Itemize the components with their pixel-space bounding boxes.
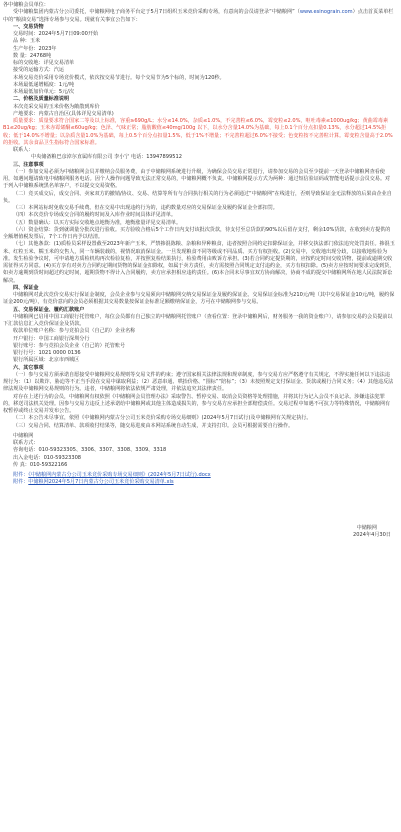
contact-line: 咨询电话：010-59323305、3306、3307、3308、3309、3318: [13, 447, 167, 454]
quality-requirements: 质量要求：质量要求符合国家二等及以上标准，容重≥690g/L；水分≤14.0%，杂质≤1.0%，不完善粒≤6.0%，霉变粒≤2.0%，呕吐毒素≤1000ug/kg；黄曲霉毒素 B1≤20ug/kg；玉米赤霉烯酮≤60ug/kg；色泽、气味正常；脂肪酸值≤40mg/100g 以下，以水分含量14.0%为基础，每上0.1个百分点扣量0.13%，水分超过14.5%拒收；低于14.0%不增量；以杂质含量1.0%为基础，每上0.5个百分点扣量1.5%，低于1%不增量；不完善粒超过6.0%不接受；色变粒按不完善粒计算。霉变粒含量高于2.0%的拒收。其余食品卫生指标符合国家标准。: [3, 118, 393, 146]
salutation: 各中储粮会员单位：: [3, 2, 49, 8]
section-3-title: 三、注意事项: [13, 161, 44, 168]
account-paragraph: 中储粮网已启用中国工商银行托管账户，每位会员都有自己独立的中储粮网托管账户（查看位置：登录中储粮网后，财务服务一我的资金账户），请参加交易的会员提前以下汇款信息汇入竞价保证金及货款。: [3, 313, 393, 327]
contact-line: 出入金电话：010-59323308: [13, 454, 82, 461]
other-matters-paragraph: （二）本公告未尽事宜，依照《中储粮网内蒙古分公司玉米竞价采购专场交易细则》(2024年5月7日试行)及中储粮网有关规定执行。: [13, 415, 312, 422]
trade-info-line: 品 种：玉米: [13, 38, 41, 45]
notice-paragraph: （二）竞买成交后，成交合同、卖家双方的撤销/协议、交易、结算等所有与合同执行相关的行为必须通过“中储粮网”在线进行，否则导致保证金无法释放的后果由企业自负。: [3, 190, 392, 204]
notice-paragraph: （三）本网站标时免收交易手续费。但在交易中出现违约行为的，违约数量对应的交易保证金及履约保证金全部扣罚。: [13, 205, 278, 211]
trade-info-line: 本场交易竞价采用专场竞价模式，依次按交易节进行。每个交易节为5个标的，时间为120秒。: [13, 74, 225, 81]
price-info-line: 本次竞采交易的玉米价格为敞散到库价: [13, 103, 100, 110]
attachment-item: [3, 479, 395, 486]
attachment-link[interactable]: 中储粮网2024年5月7日内蒙古分公司玉米竞价采购交易清单.xls: [28, 479, 174, 486]
attachment-prefix: 附件：: [13, 472, 29, 478]
trade-info-line: 标的交收地：详见交易清单: [13, 60, 75, 66]
account-info-line: 银行账号：参与竞拍会员企业（自己的）托管账号: [13, 342, 126, 349]
notice-paragraph: （一）参加交易必须为中储粮网会员并缴纳会员服务费，由于中储粮网系统进行升级，为确保会员交易正常进行，请参加交易的会员至少提前一天登录中储粮网查看使用，如遇问题请致电中储粮网服务电话。因个人操作问题导致无法正常交易的，中储粮网概不负责。中储粮网提示方式为两种：通过短信验证码或智能电话提示会员交易。对于列入中储粮系统黑名单客户，不以提交交易资格。: [3, 168, 391, 190]
contact-line: 中央储备粮巴彦淖尔直属库有限公司 李小宁 电话：13947899512: [31, 154, 182, 161]
other-matters-paragraph: 对存在上述行为的会员，中储粮网有权依照《中储粮网会员管理办法》采取警告、暂停交易、取消会员资格等处理措施，并将其行为记入会员不良记录。涉嫌违法犯罪的，移送司法机关处理。因参与交易方违反上述承诺给中储粮网或其他主体造成损失的，参与交易方应承担全部赔偿责任。交易过程中如遇不可抗力等特殊情况，中储粮网有权暂停或终止交易并发布公告。: [3, 393, 391, 414]
account-info-line: 开户银行：中国工商银行深圳分行: [13, 335, 90, 342]
contact-label: 联系人：: [13, 147, 34, 153]
attachment-link[interactable]: 《中储粮网内蒙古分公司玉米竞价采购专场交易细则》(2024年5月7日试行).docx: [28, 472, 211, 478]
account-info-line: 银行所属区域：北京市西城区: [13, 357, 80, 364]
section-3-paras: [3, 169, 395, 285]
intro-url: www.esinograin.com: [299, 9, 353, 16]
section-1-title: 一、交易货物: [13, 23, 44, 30]
trade-info-line: 接受的运输方式：汽运: [13, 67, 64, 74]
notice-paragraph: （五）数量确认：以买方实际交收地点地衡为准，地衡涨量详见交易清单。: [13, 219, 182, 226]
contact-line: 传 真：010-59322166: [13, 461, 68, 468]
section-5-account-info: [3, 328, 395, 364]
other-matters-paragraph: （三）交易合同、结算清单、款项收付结果等，随交易进度由本网站系统自动生成，并支持打印。会员可根据需要自行操作。: [13, 422, 294, 429]
contact-lines: [3, 440, 395, 469]
section-2-title: 二、价格及质量标准说明: [13, 96, 70, 103]
attachments: [3, 472, 395, 487]
intro-text-b: ）点击首页菜单栏中的“粮油交易”选择专场参与交易。现就有关事宜公告如下：: [3, 9, 394, 23]
intro-paragraph: [3, 9, 395, 24]
trade-info-line: 数 量：24768吨: [13, 52, 52, 59]
section-1-lines: [3, 31, 395, 96]
notice-paragraph: （七）其他条款：(1)质检员采样设置截至2023年新产玉米。严禁掺混陈粮、杂粮和异种粮食，违者按照合同约定扣除保证金，并移交执法部门依法追究处罚责任。掺混玉米、红粒玉米、糯玉米的交售人，同一车辆装载的，视情况取消保证金。一旦发现粮食不同等级或不同品质、买方有权拒收。(2)交易中，交收地出现分歧，以接收地检验为准。发生检验争议时，可申请地方质检机构再次检验复检，并按照复检结果执行，检验费用由败诉方承担。(3)若合同约定提货期的，应按约定时间交收货物，提前或逾期交收需征得买方同意。(4)买方享有对卖方合同约定期间货物的保证金扣除权，如属于卖方责任，卖方需按照合同规定支付违约金，买方有权扣除。(5)卖方应按时间要求完成到货，如卖方逾期到货时间超过约定时间，超期货物不得计入合同履约，卖方应承担相应违约责任。(6)本合同未尽事宜双方协商解决，协商不成的提交中储粮网所在地人民法院诉讼解决。: [3, 241, 395, 284]
section-6-title: 六、其它事项: [13, 364, 44, 371]
account-info-line: 收款单位账户名称：参与竞拍会员（自己的）企业名称: [13, 328, 136, 335]
account-info-line: 银行行号：1021 0000 0136: [13, 350, 81, 356]
deposit-paragraph: 中储粮网对此次竞价交易实行保证金制度，会员企业参与交易须向中储粮网交纳交易保证金及履约保证金。交易保证金标准为210元/吨（其中交易保证金10元/吨，履约保证金200元/吨），有竞价意向的会员必须根据其交易数量按保证金标准足额缴纳保证金，方可在中储粮网参与交易。: [3, 292, 395, 306]
intro-text-a: 受中储粮集团内蒙古分公司委托，中储粮网电子商务平台定于5月7日组织玉米竞价采购专场，有意向的会员请登录“中储粮网”（: [13, 9, 300, 16]
notice-paragraph: （六）资金结算：货到就调量分批次进行验收。买方验收合格后5个工作日内支付该批次货款，待支付至总货款的90%以后留存支付，剩余10%货款，在收到卖方提供的全额增值税发票后，7个工作日内予以结清。: [3, 226, 391, 240]
price-info-line: 产地要求：内蒙古自治区(具体详见交易清单): [13, 110, 114, 117]
signature-date: 2024年4月30日: [353, 531, 391, 538]
section-4-title: 四、保证金: [13, 284, 39, 291]
trade-info-line: 生产年份：2023年: [13, 45, 57, 52]
notice-paragraph: （四）本次竞价专场成交合同的履约时间及入库作业时间具体详见清单。: [13, 212, 177, 219]
section-5-paras: [3, 314, 395, 329]
trade-info-line: 本场最低递增幅度：1元/吨: [13, 81, 74, 88]
section-2-lines: [3, 104, 395, 119]
section-4-paras: [3, 292, 395, 307]
trade-info-line: 交易时间：2024年5月7日09:00开始: [13, 31, 99, 37]
trade-info-line: 本场最低加价单元：5元/次: [13, 89, 74, 95]
other-matters-paragraph: （一）参与交易方须承诺自愿接受中储粮网交易规则等交易文件的约束；遵守国家相关法律法规和规章制度，参与交易方应严格遵守有关规定，不得实施任何以下违法违规行为：（1）以欺诈、胁迫等不正当手段在交易中谋取利益；（2）恶意串通、哄抬价格、“围标”“陪标”；（3）未按照规定支付保证金、货款或履行合同义务；（4）其他违反法律法规及中储粮网交易规则的行为。违者，中储粮网将依法依规严肃处理，并依法追究其法律责任。: [3, 371, 394, 393]
signature-org: 中储粮网: [356, 524, 377, 531]
attachment-prefix: 附件：: [13, 479, 29, 486]
contact-line: 联系方式：: [13, 440, 39, 446]
contacts-org: 中储粮网: [13, 432, 34, 439]
section-6-paras: [3, 372, 395, 430]
section-5-title: 五、交易保证金、履约汇款账户: [13, 306, 85, 313]
